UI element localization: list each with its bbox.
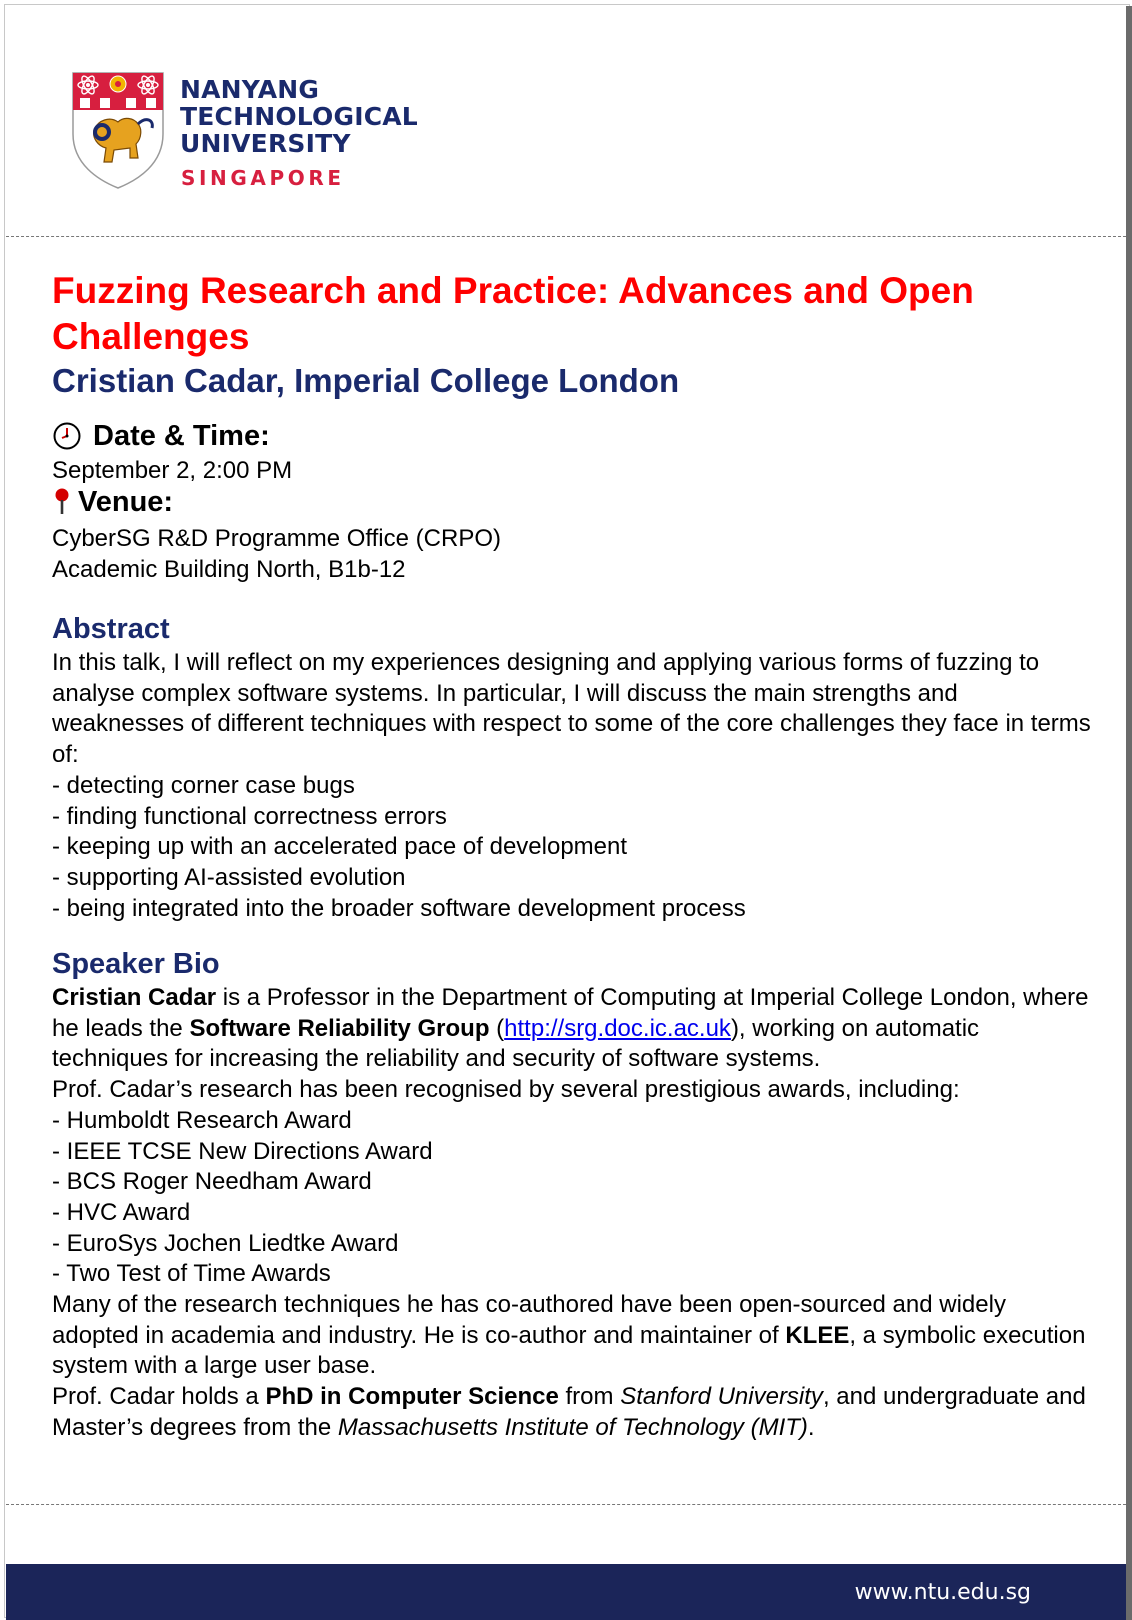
bio-text: Many of the research techniques he has co-authored have been open-sourced and widely adopted in academia and industry. He is co-author and maintainer of (52, 1291, 1006, 1349)
list-item: - being integrated into the broader software development process (52, 894, 746, 922)
bio-text: from (558, 1383, 621, 1411)
logo-line-technological: TECHNOLOGICAL (180, 102, 418, 131)
bio-paragraph-1 (52, 983, 1092, 1075)
mit-name: Massachusetts Institute of Technology (MIT) (337, 1413, 808, 1441)
talk-title: Fuzzing Research and Practice: Advances and Open Challenges (52, 270, 974, 357)
bio-text: ), working on automatic techniques for increasing the reliability and security of software systems. (52, 1014, 980, 1073)
abstract-list (52, 771, 1092, 925)
list-item: - Humboldt Research Award (52, 1106, 352, 1134)
speaker-name: Cristian Cadar (52, 984, 217, 1011)
divider-top (6, 236, 1126, 237)
clock-icon (52, 421, 84, 453)
logo-line-nanyang: NANYANG (180, 75, 320, 104)
logo-line-singapore: SINGAPORE (181, 166, 345, 190)
ntu-crest-logo (72, 72, 164, 195)
list-item: - IEEE TCSE New Directions Award (52, 1137, 433, 1165)
abstract-intro: In this talk, I will reflect on my experiences designing and applying various forms of fuzzing to analyse complex software systems. In particular, I will discuss the main strengths and weaknesses of different techniques with respect to some of the core challenges they face in terms of: (52, 649, 1091, 769)
awards-list (52, 1106, 1092, 1290)
bio-paragraph-4 (52, 1382, 1092, 1443)
page-shadow-right (1126, 6, 1132, 1620)
stanford-name: Stanford University (620, 1383, 823, 1411)
abstract-heading: Abstract (52, 613, 170, 645)
group-link[interactable]: http://srg.doc.ic.ac.uk (504, 1014, 731, 1042)
list-item: - Two Test of Time Awards (52, 1260, 331, 1288)
divider-bottom (6, 1504, 1126, 1505)
speaker-affiliation: Cristian Cadar, Imperial College London (52, 362, 680, 399)
bio-text: is a Professor in the Department of Computing at Imperial College London, where he leads the (52, 984, 1089, 1042)
list-item: - HVC Award (52, 1198, 191, 1226)
bio-paragraph-3 (52, 1290, 1092, 1382)
bio-text: , and undergraduate and Master’s degrees from the (52, 1383, 1086, 1441)
list-item: - finding functional correctness errors (52, 802, 447, 830)
abstract-body (52, 648, 1092, 924)
logo-line-university: UNIVERSITY (180, 129, 351, 158)
list-item: - detecting corner case bugs (52, 771, 355, 799)
venue-heading (52, 486, 173, 519)
venue-label: Venue: (78, 486, 174, 518)
datetime-heading (52, 420, 270, 453)
list-item: - BCS Roger Needham Award (52, 1168, 372, 1196)
venue-line-2: Academic Building North, B1b-12 (52, 556, 406, 583)
bio-text: ( (489, 1014, 505, 1042)
bio-heading: Speaker Bio (52, 948, 220, 980)
footer-url: www.ntu.edu.sg (854, 1580, 1031, 1605)
list-item: - EuroSys Jochen Liedtke Award (52, 1229, 399, 1257)
datetime-value: September 2, 2:00 PM (52, 457, 293, 484)
datetime-label: Date & Time: (93, 420, 270, 452)
group-name: Software Reliability Group (189, 1014, 490, 1042)
university-name (180, 76, 418, 157)
awards-intro: Prof. Cadar’s research has been recognised by several prestigious awards, including: (52, 1076, 960, 1104)
list-item: - supporting AI-assisted evolution (52, 863, 406, 891)
bio-text: , a symbolic execution system with a large user base. (52, 1321, 1086, 1380)
bio-text: . (807, 1413, 815, 1441)
list-item: - keeping up with an accelerated pace of development (52, 833, 628, 861)
footer-bar (6, 1564, 1126, 1620)
venue-line-1: CyberSG R&D Programme Office (CRPO) (52, 525, 501, 552)
bio-text: Prof. Cadar holds a (52, 1383, 266, 1411)
phd-degree: PhD in Computer Science (265, 1383, 559, 1411)
pin-icon (52, 487, 72, 519)
klee-name: KLEE (785, 1321, 850, 1349)
bio-body (52, 983, 1092, 1444)
